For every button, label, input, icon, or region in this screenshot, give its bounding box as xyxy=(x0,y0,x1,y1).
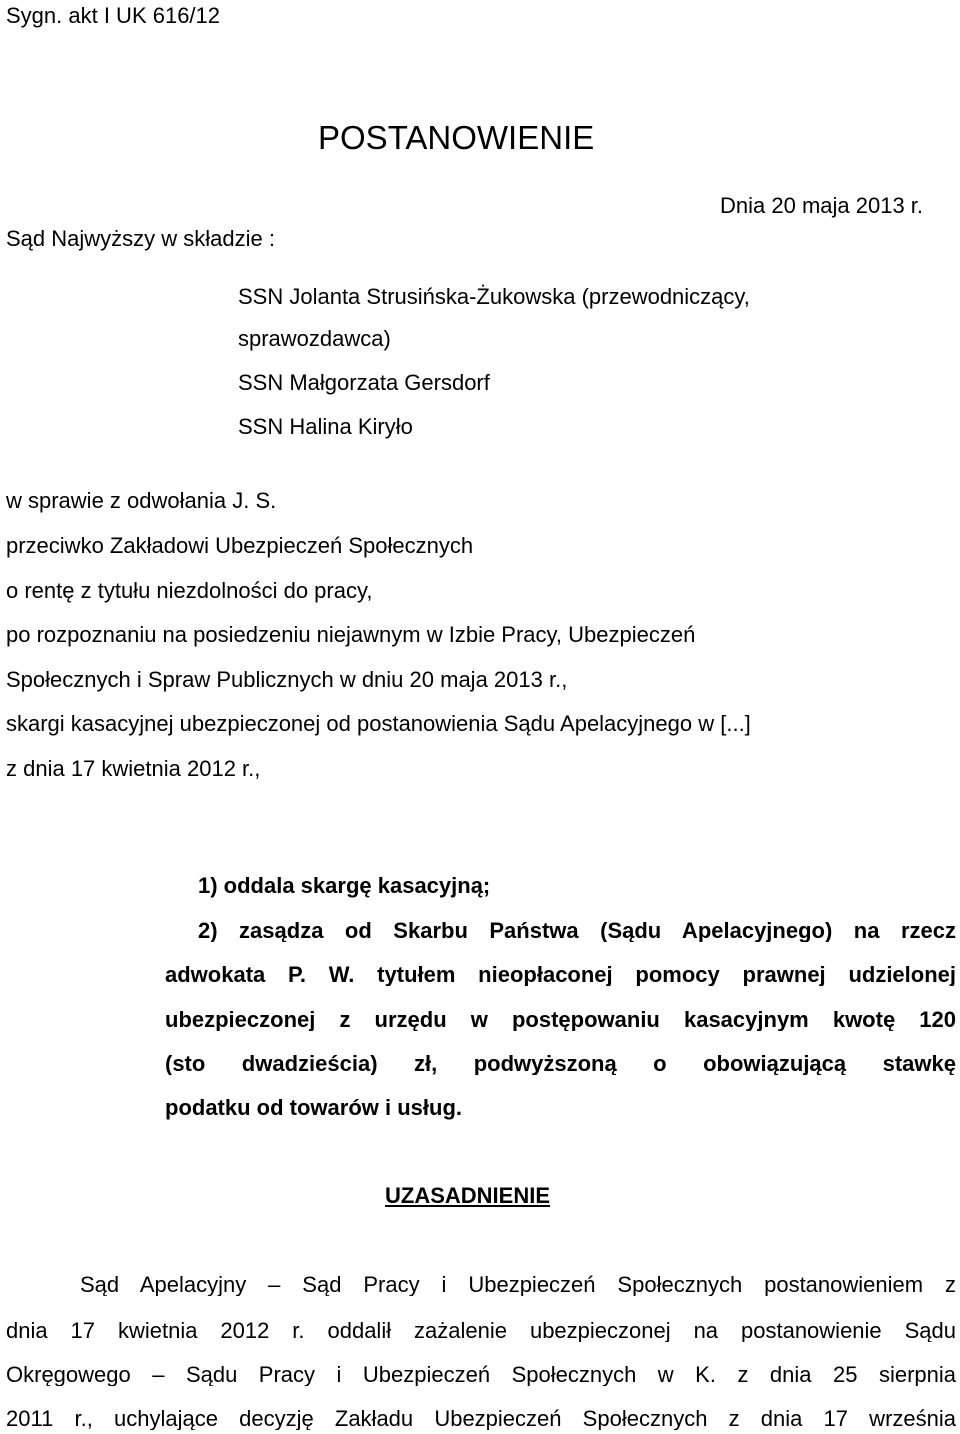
case-line: przeciwko Zakładowi Ubezpieczeń Społecznych xyxy=(6,533,474,558)
case-line: z dnia 17 kwietnia 2012 r., xyxy=(6,756,261,781)
case-signature: Sygn. akt I UK 616/12 xyxy=(6,3,221,28)
case-line: po rozpoznaniu na posiedzeniu niejawnym w Izbie Pracy, Ubezpieczeń xyxy=(6,622,696,647)
justification-line: dnia 17 kwietnia 2012 r. oddalił zażalenie ubezpieczonej na postanowienie Sądu xyxy=(6,1320,956,1342)
judge-line: SSN Halina Kiryło xyxy=(238,414,413,439)
case-line: o rentę z tytułu niezdolności do pracy, xyxy=(6,578,373,603)
case-line: skargi kasacyjnej ubezpieczonej od postanowienia Sądu Apelacyjnego w [...] xyxy=(6,711,751,736)
judge-line: SSN Małgorzata Gersdorf xyxy=(238,370,490,395)
ruling-line: podatku od towarów i usług. xyxy=(165,1095,462,1120)
court-composition-label: Sąd Najwyższy w składzie : xyxy=(6,226,275,251)
justification-heading: UZASADNIENIE xyxy=(385,1183,551,1208)
document-title: POSTANOWIENIE xyxy=(318,119,595,156)
ruling-line: ubezpieczonej z urzędu w postępowaniu kasacyjnym kwotę 120 xyxy=(165,1009,956,1031)
ruling-line: adwokata P. W. tytułem nieopłaconej pomocy prawnej udzielonej xyxy=(165,964,956,986)
ruling-point: 2) zasądza od Skarbu Państwa (Sądu Apelacyjnego) na rzecz xyxy=(198,920,956,942)
justification-line: Okręgowego – Sądu Pracy i Ubezpieczeń Społecznych w K. z dnia 25 sierpnia xyxy=(6,1364,956,1386)
justification-line: Sąd Apelacyjny – Sąd Pracy i Ubezpieczeń Społecznych postanowieniem z xyxy=(80,1274,956,1296)
justification-line: 2011 r., uchylające decyzję Zakładu Ubezpieczeń Społecznych z dnia 17 września xyxy=(6,1408,956,1430)
case-line: Społecznych i Spraw Publicznych w dniu 20 maja 2013 r., xyxy=(6,667,568,692)
case-line: w sprawie z odwołania J. S. xyxy=(6,488,277,513)
ruling-date: Dnia 20 maja 2013 r. xyxy=(720,193,924,218)
judge-line: SSN Jolanta Strusińska-Żukowska (przewodniczący, xyxy=(238,284,750,309)
judge-line: sprawozdawca) xyxy=(238,326,391,351)
ruling-line: (sto dwadzieścia) zł, podwyższoną o obowiązującą stawkę xyxy=(165,1053,956,1075)
ruling-point: 1) oddala skargę kasacyjną; xyxy=(198,873,491,898)
